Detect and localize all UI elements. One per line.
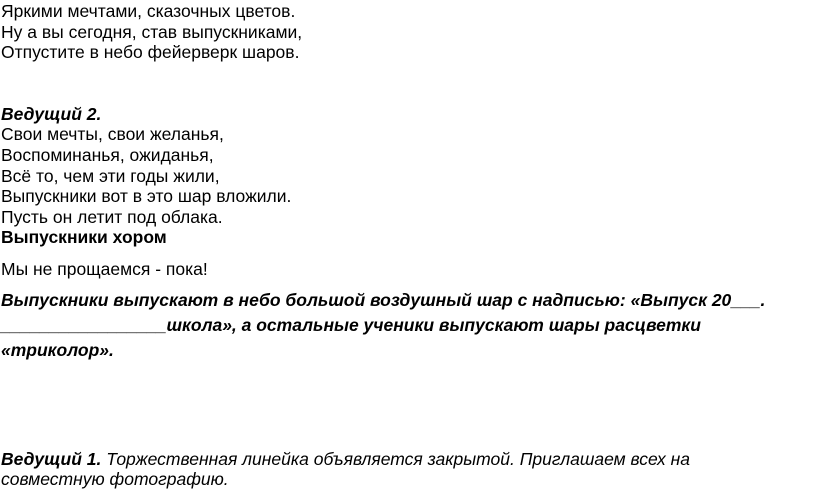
poem-line: Всё то, чем эти годы жили, <box>1 165 220 186</box>
host1-label: Ведущий 1. <box>1 448 102 469</box>
graduates-chorus-label: Выпускники хором <box>1 227 167 248</box>
stage-direction <box>1 288 813 363</box>
document-page <box>1 0 813 490</box>
poem-line: Пусть он летит под облака. <box>1 206 223 227</box>
poem-line: Отпустите в небо фейерверк шаров. <box>1 42 300 63</box>
poem-stanza-host2 <box>1 124 813 227</box>
stage-direction-line: «триколор». <box>1 339 114 360</box>
poem-line: Ну а вы сегодня, став выпускниками, <box>1 21 303 42</box>
host1-text-continued: совместную фотографию. <box>1 469 229 490</box>
poem-line: Воспоминанья, ожиданья, <box>1 144 214 165</box>
stage-direction-line: _________________школа», а остальные ученики выпускают шары расцветки <box>1 314 701 335</box>
host1-paragraph <box>1 449 813 490</box>
graduates-chorus-line: Мы не прощаемся - пока! <box>1 258 208 279</box>
stage-direction-line: Выпускники выпускают в небо большой воздушный шар с надписью: «Выпуск 20___. <box>1 289 766 310</box>
poem-line: Свои мечты, свои желанья, <box>1 124 224 145</box>
host1-text: Торжественная линейка объявляется закрытой. Приглашаем всех на <box>101 448 690 469</box>
host2-label: Ведущий 2. <box>1 103 102 124</box>
poem-line: Выпускники вот в это шар вложили. <box>1 186 292 207</box>
poem-line: Яркими мечтами, сказочных цветов. <box>1 1 296 21</box>
poem-stanza-top <box>1 1 813 63</box>
